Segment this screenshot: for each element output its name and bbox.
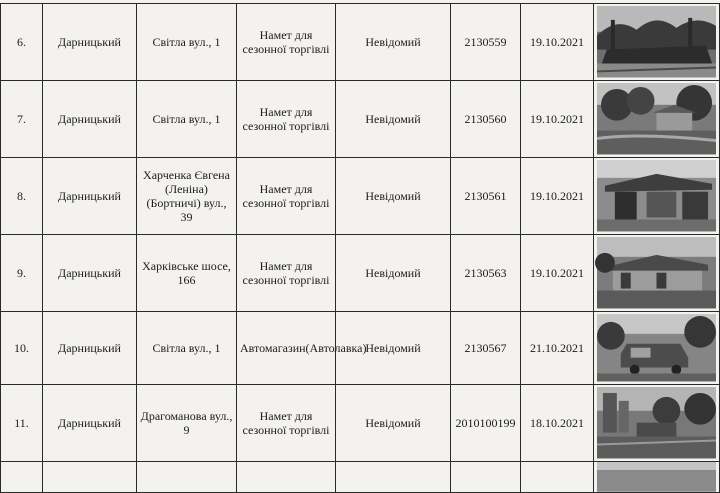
table-row	[1, 158, 720, 235]
owner-cell: Невідомий	[336, 235, 451, 312]
table-row	[1, 235, 720, 312]
photo-cell	[594, 385, 720, 462]
address-cell	[137, 462, 237, 493]
address-cell: Світла вул., 1	[137, 4, 237, 81]
object-type-cell: Намет для сезонної торгівлі	[237, 158, 336, 235]
photo-thumbnail	[597, 237, 716, 308]
row-number	[1, 462, 43, 493]
owner-cell: Невідомий	[336, 312, 451, 385]
id-cell	[451, 462, 521, 493]
date-cell: 21.10.2021	[521, 312, 594, 385]
address-cell: Світла вул., 1	[137, 81, 237, 158]
photo-cell	[594, 235, 720, 312]
id-cell: 2130560	[451, 81, 521, 158]
district-cell	[43, 462, 137, 493]
address-cell: Світла вул., 1	[137, 312, 237, 385]
object-type-cell: Намет для сезонної торгівлі	[237, 81, 336, 158]
table-row	[1, 4, 720, 81]
district-cell: Дарницький	[43, 385, 137, 462]
table-row	[1, 81, 720, 158]
object-type-cell: Намет для сезонної торгівлі	[237, 235, 336, 312]
row-number: 10.	[1, 312, 43, 385]
date-cell: 19.10.2021	[521, 81, 594, 158]
row-number: 11.	[1, 385, 43, 462]
row-number: 8.	[1, 158, 43, 235]
address-cell: Харченка Євгена (Леніна) (Бортничі) вул., 39	[137, 158, 237, 235]
photo-thumbnail	[597, 160, 716, 231]
owner-cell: Невідомий	[336, 4, 451, 81]
row-number: 6.	[1, 4, 43, 81]
registry-table	[0, 3, 720, 493]
photo-thumbnail	[597, 83, 716, 154]
row-number: 9.	[1, 235, 43, 312]
owner-cell	[336, 462, 451, 493]
date-cell: 19.10.2021	[521, 158, 594, 235]
date-cell: 19.10.2021	[521, 235, 594, 312]
address-cell: Харківське шосе, 166	[137, 235, 237, 312]
district-cell: Дарницький	[43, 312, 137, 385]
photo-thumbnail	[597, 314, 716, 381]
photo-cell	[594, 312, 720, 385]
owner-cell: Невідомий	[336, 158, 451, 235]
photo-thumbnail	[597, 6, 716, 77]
row-number: 7.	[1, 81, 43, 158]
owner-cell: Невідомий	[336, 385, 451, 462]
object-type-cell: Автомагазин(Автолавка)	[237, 312, 336, 385]
district-cell: Дарницький	[43, 4, 137, 81]
district-cell: Дарницький	[43, 81, 137, 158]
object-type-cell: Намет для сезонної торгівлі	[237, 385, 336, 462]
date-cell: 18.10.2021	[521, 385, 594, 462]
address-cell: Драгоманова вул., 9	[137, 385, 237, 462]
photo-cell	[594, 4, 720, 81]
object-type-cell: Намет для сезонної торгівлі	[237, 4, 336, 81]
id-cell: 2130563	[451, 235, 521, 312]
object-type-cell	[237, 462, 336, 493]
photo-cell	[594, 158, 720, 235]
owner-cell: Невідомий	[336, 81, 451, 158]
district-cell: Дарницький	[43, 235, 137, 312]
photo-cell	[594, 81, 720, 158]
table-row	[1, 385, 720, 462]
id-cell: 2130559	[451, 4, 521, 81]
photo-cell	[594, 462, 720, 493]
photo-thumbnail	[597, 462, 716, 492]
table-row	[1, 312, 720, 385]
date-cell	[521, 462, 594, 493]
id-cell: 2010100199	[451, 385, 521, 462]
table-row-partial	[1, 462, 720, 493]
id-cell: 2130567	[451, 312, 521, 385]
district-cell: Дарницький	[43, 158, 137, 235]
id-cell: 2130561	[451, 158, 521, 235]
date-cell: 19.10.2021	[521, 4, 594, 81]
photo-thumbnail	[597, 387, 716, 458]
